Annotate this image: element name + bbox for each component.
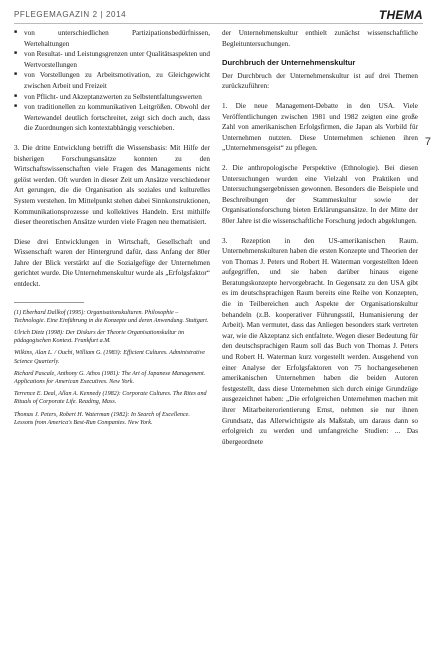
footnote-rule — [14, 302, 84, 303]
bullet-item: ■ von Resultat- und Leistungsgrenzen unter Qualitätsaspekten und Wertvorstellungen — [14, 49, 210, 70]
paragraph-heading-text: Der Durchbruch der Unternehmenskultur ist auf drei Themen zurückzuführen: — [222, 71, 418, 91]
page-header — [14, 8, 423, 24]
paragraph-item-1: 1. Die neue Management-Debatte in den USA. Viele Veröffentlichungen zwischen 1981 und 1982 zeigten eine große Zahl von amerikanischen Erfolgsfirmen, die Japan als Vorbild für Unternehmen nutzten. Diese Unternehmen schienen ihren „Unternehmensgeist“ zu pflegen. — [222, 101, 418, 153]
right-column — [222, 28, 418, 456]
paragraph-item-2: 2. Die anthropologische Perspektive (Ethnologie). Bei diesen Untersuchungen wurden eine Vielzahl von Praktiken und Untersuchungsergebnissen gewonnen. Besonders die Beispiele und Beschreibungen der Stammeskultur sowie der Organisationsforschung bieten Erklärungsansätze. In der Mitte der 80er Jahre ist die wissenschaftliche Forschung jedoch abgeklungen. — [222, 163, 418, 225]
subheading: Durchbruch der Unternehmenskultur — [222, 58, 356, 68]
bullet-list — [14, 28, 210, 134]
footnote: (1) Eberhard Dallkof (1995): Organisationskulturen. Philosophie – Technologie. Eine Einführung in die Konzepte und deren Anwendung. Stuttgart. — [14, 309, 209, 324]
footnote: Ulrich Dietz (1998): Der Diskurs der Theorie Organisationskultur im pädagogischen Kontext. Frankfurt a.M. — [14, 330, 185, 345]
header-rule — [14, 23, 423, 24]
left-column — [14, 28, 210, 431]
paragraph-developments: Diese drei Entwicklungen in Wirtschaft, Gesellschaft und Wissenschaft waren der Hintergrund dafür, dass Anfang der 80er Jahre der Blick verstärkt auf die Sozialgefüge der Unternehmen gerichtet wurde. Die Unternehmenskultur wurde als „Erfolgsfaktor“ entdeckt. — [14, 237, 210, 289]
bullet-item: ■ von traditionellen zu kommunikativen Leitgrößen. Obwohl der Wertewandel deutlich fortschreitet, zeigt sich doch auch, dass die Zuordnungen sich kontextabhängig verschieben. — [14, 102, 210, 134]
footnote: Terrence E. Deal, Allan A. Kennedy (1982): Corporate Cultures. The Rites and Rituals of Corporate Life. Reading, Mass. — [14, 391, 207, 406]
paragraph-item-3: 3. Rezeption in den US-amerikanischen Raum. Unternehmenskulturen haben die ersten Konzepte und Theorien der von Thomas J. Peters und Robert H. Waterman vorgestellten Ideen aufgegriffen, und sie haben darüber hinaus eigene Beratungskonzepte hervorgebracht. In Gegensatz zu den USA gibt es im deutschsprachigen Raum bereits eine Reihe von Konzepten, die in Teilbereichen auch Aspekte der Organisationskultur behandeln (z.B. kooperativer Führungsstil, Humanisierung der Arbeit). Man vermutet, dass das Anliegen besonders stark vertreten war, wie die Akzeptanz sich entfaltete. Wegen dieser Bedeutung für den deutschsprachigen Raum soll das Buch von Thomas J. Peters und Robert H. Waterman kurz vorgestellt werden. Ausgehend von einer Analyse der Erfolgsfaktoren von 75 hochangesehenen amerikanischen Unternehmen haben die beiden Autoren festgestellt, dass diese Unternehmen sich durch einige Grundzüge ausgezeichnet haben: „Die erfolgreichen Unternehmen machen mit ihrer Mitarbeiterorientierung Ernst, nehmen sie nur ihnen Grundsatz, das Allerwichtigste als Maßstab, um daraus dann so erfolgreich zu werden und umfangreiche Studien: ... Das übergeordnete — [222, 236, 418, 446]
footnotes — [14, 309, 210, 427]
page-number: 7 — [424, 136, 431, 148]
bullet-item: ■ von Vorstellungen zu Arbeitsmotivation, zu Gleichgewicht zwischen Arbeit und Freizeit — [14, 70, 210, 91]
paragraph-intro: der Unternehmenskultur enthielt zunächst wissenschaftliche Begleituntersuchungen. — [222, 29, 418, 48]
section-title: THEMA — [378, 8, 423, 22]
footnote: Thomas J. Peters, Robert H. Waterman (1982): In Search of Excellence. Lessons from America's Best-Run Companies. New York. — [14, 411, 190, 426]
footnote: Richard Pascale, Anthony G. Athos (1981): The Art of Japanese Management. Applications for American Executives. New York. — [14, 370, 206, 386]
journal-title: PFLEGEMAGAZIN 2 | 2014 — [14, 10, 127, 19]
bullet-item: ■ von unterschiedlichen Partizipationsbedürfnissen, Wertehaltungen — [14, 28, 210, 49]
paragraph-knowledge-base: 3. Die dritte Entwicklung betrifft die Wissensbasis: Mit Hilfe der bisherigen Forschungsansätze konnten zu den Wirtschaftswissenschaften viele Fragen des Managements nicht gelöst werden. Oft wurden in dieser Zeit um Ansätze verschiedener Art gerungen, die die Organisation als soziales und kulturelles System verstehen. Im Mittelpunkt stehen dabei Sinnkonstruktionen, Kommunikationsprozesse und kollektives Handeln. Erst mithilfe dieser theoretischen Ansätze wurden viele Fragen neu thematisiert. — [14, 143, 210, 227]
footnote: Wilkins, Alan L. / Ouchi, William G. (1983): Efficient Cultures. Administrative Science Quarterly. — [14, 350, 205, 365]
bullet-item: ■ von Pflicht- und Akzeptanzwerten zu Selbstentfaltungswerten — [14, 92, 210, 103]
